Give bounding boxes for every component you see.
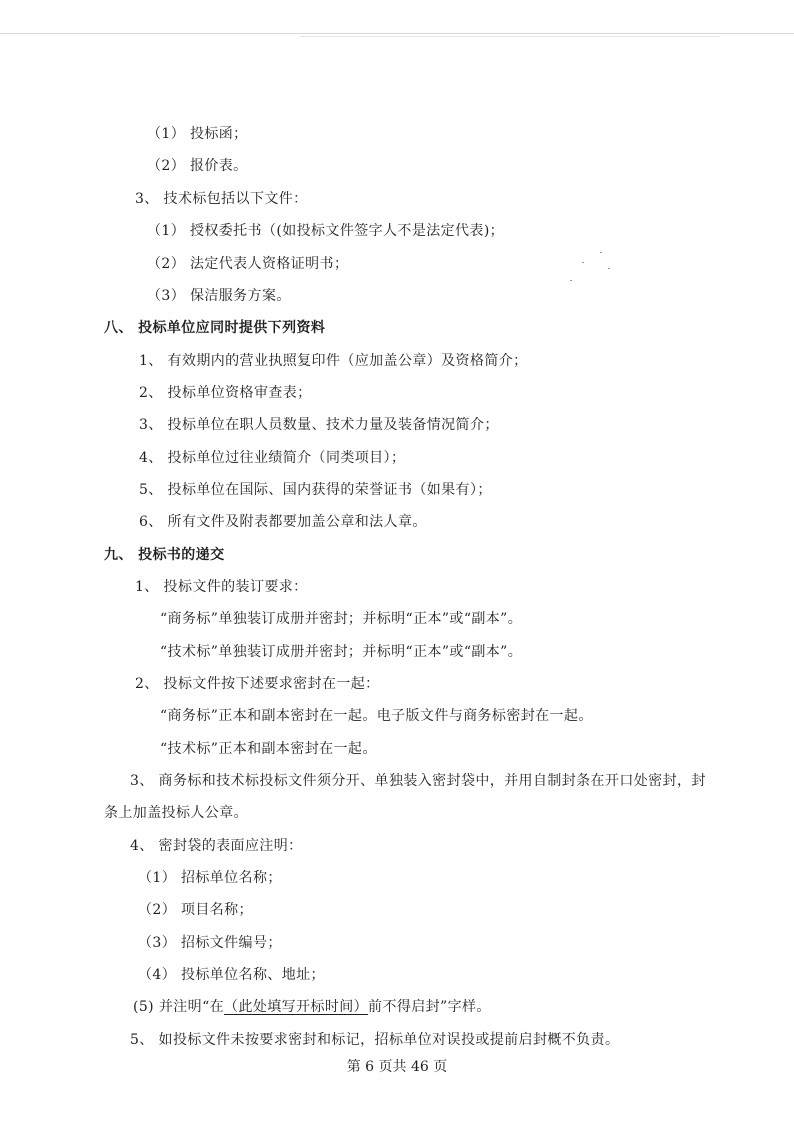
doc-line: 3、 技术标包括以下文件： bbox=[135, 191, 308, 207]
doc-line: （1） 授权委托书（(如投标文件签字人不是法定代表)； bbox=[147, 223, 505, 239]
doc-line: 3、 商务标和技术标投标文件须分开、单独装入密封袋中，并用自制封条在开口处密封，封 bbox=[130, 773, 706, 789]
doc-line: 3、 投标单位在职人员数量、技术力量及装备情况简介； bbox=[139, 417, 499, 433]
scan-specks bbox=[560, 250, 620, 290]
doc-line: （1） 投标函； bbox=[147, 126, 248, 142]
doc-line: （3） 招标文件编号； bbox=[138, 935, 282, 951]
doc-line bbox=[133, 997, 491, 1017]
doc-line-part: (5) 并注明“在 bbox=[133, 999, 225, 1015]
doc-line: 6、 所有文件及附表都要加盖公章和法人章。 bbox=[139, 514, 427, 530]
doc-line: （2） 项目名称； bbox=[138, 902, 253, 918]
underlined-placeholder: （此处填写开标时间） bbox=[224, 999, 369, 1015]
doc-line: “商务标”正本和副本密封在一起。电子版文件与商务标密封在一起。 bbox=[160, 708, 593, 724]
section-heading: 九、 投标书的递交 bbox=[104, 547, 225, 563]
doc-line: 条上加盖投标人公章。 bbox=[104, 805, 248, 821]
doc-line: 2、 投标文件按下述要求密封在一起： bbox=[135, 676, 380, 692]
doc-line: 1、 投标文件的装订要求： bbox=[135, 579, 308, 595]
section-heading: 八、 投标单位应同时提供下列资料 bbox=[104, 320, 326, 336]
scan-edge-line bbox=[300, 36, 720, 37]
doc-line: “技术标”单独装订成册并密封；并标明“正本”或“副本”。 bbox=[160, 644, 523, 660]
doc-line: 5、 如投标文件未按要求密封和标记，招标单位对误投或提前启封概不负责。 bbox=[130, 1032, 620, 1048]
doc-line: “商务标”单独装订成册并密封；并标明“正本”或“副本”。 bbox=[160, 611, 523, 627]
doc-line: 2、 投标单位资格审查表； bbox=[139, 385, 312, 401]
doc-line-part: 前不得启封”字样。 bbox=[368, 999, 491, 1015]
doc-line: （3） 保洁服务方案。 bbox=[147, 288, 291, 304]
doc-line: 1、 有效期内的营业执照复印件（应加盖公章）及资格简介； bbox=[139, 353, 528, 369]
doc-line: （2） 报价表。 bbox=[147, 158, 248, 174]
doc-line: 4、 投标单位过往业绩简介（同类项目）； bbox=[139, 450, 406, 466]
doc-line: （4） 投标单位名称、地址； bbox=[138, 967, 325, 983]
doc-line: （1） 招标单位名称； bbox=[138, 870, 282, 886]
doc-line: 5、 投标单位在国际、国内获得的荣誉证书（如果有）； bbox=[139, 482, 492, 498]
doc-line: （2） 法定代表人资格证明书； bbox=[147, 256, 349, 272]
doc-line: “技术标”正本和副本密封在一起。 bbox=[160, 741, 377, 757]
scan-edge-line bbox=[0, 33, 794, 34]
page-footer: 第 6 页共 46 页 bbox=[346, 1059, 448, 1075]
doc-line: 4、 密封袋的表面应注明： bbox=[130, 838, 303, 854]
